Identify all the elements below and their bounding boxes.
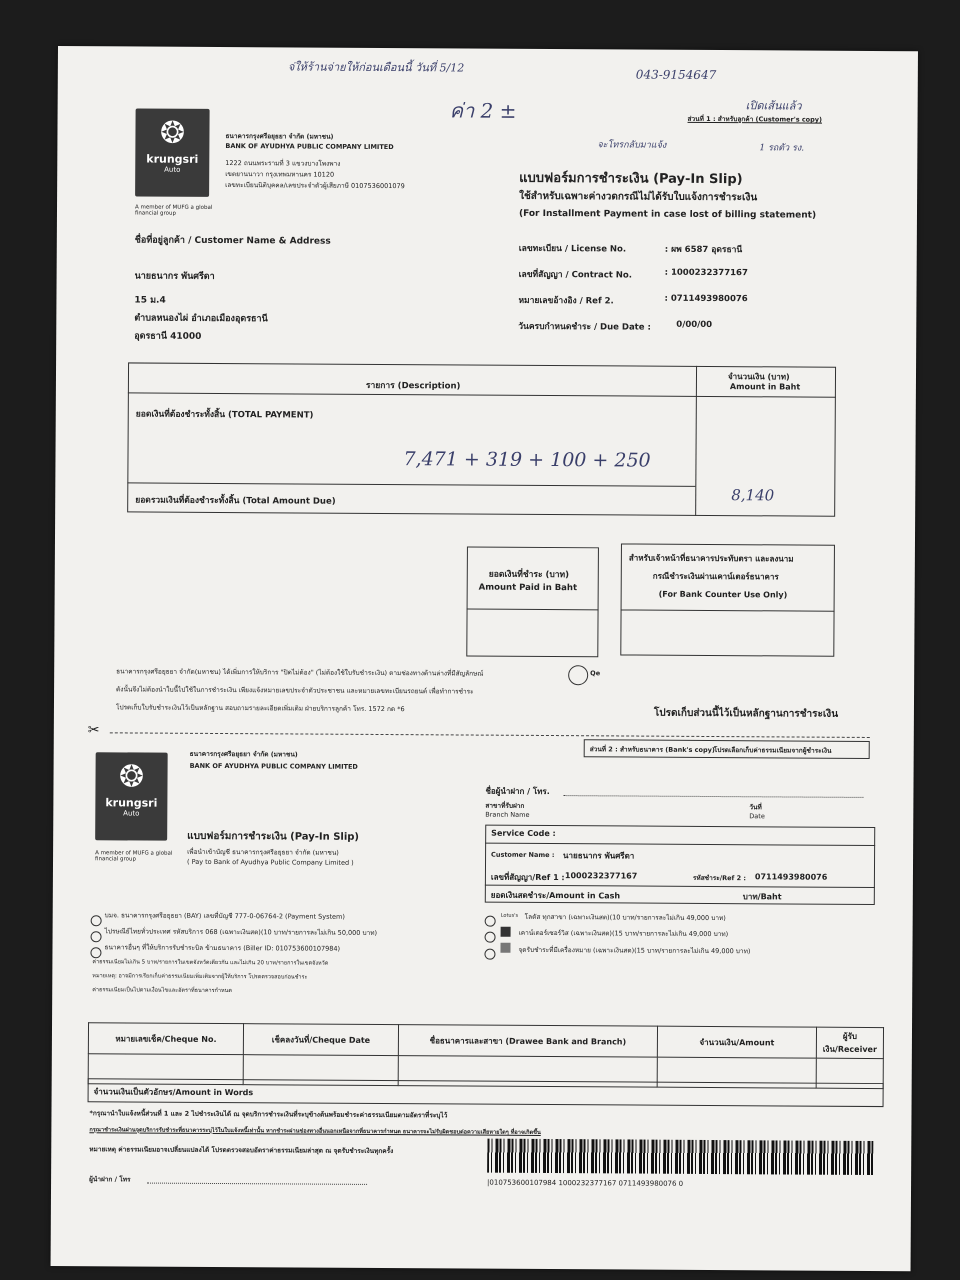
pay-in-slip-sheet [51, 46, 918, 1271]
amount-in-words-label: จำนวนเงินเป็นตัวอักษร/Amount in Words [93, 1087, 254, 1098]
krungsri-emblem-icon: ❂ [159, 115, 186, 151]
total-due-label: ยอดรวมเงินที่ต้องชำระทั้งสิ้น (Total Amount Due) [135, 495, 336, 507]
slip-title: แบบฟอร์มการชำระเงิน (Pay-In Slip) [519, 170, 743, 188]
customer-name-2: นายธนากร พันศรีดา [563, 851, 635, 861]
amount-paid-en: Amount Paid in Baht [478, 582, 578, 594]
channel-other-points-radio[interactable] [484, 949, 495, 960]
cut-line [110, 732, 870, 738]
ref1-label: เลขที่สัญญา/Ref 1 : [490, 872, 565, 883]
slip2-title: แบบฟอร์มการชำระเงิน (Pay-In Slip) [187, 830, 360, 843]
channel-other-points[interactable] [484, 944, 495, 963]
customer-name: นายธนากร พันศรีดา [134, 271, 215, 282]
part2-note: โปรดเลือกเก็บค่าธรรมเนียมจากผู้ชำระเงิน [713, 746, 832, 755]
logo-name-2: krungsri [105, 796, 158, 810]
cheque-amount-header: จำนวนเงิน/Amount [657, 1026, 816, 1058]
slip-subtitle-en: (For Installment Payment in case lost of billing statement) [518, 208, 817, 221]
slip-subtitle-th: ใช้สำหรับเฉพาะค่างวดกรณีไม่ได้รับใบแจ้งการชำระเงิน [519, 190, 758, 204]
baht-label: บาท/Baht [742, 892, 782, 902]
branch-label-en: Branch Name [485, 810, 530, 819]
amount-paid-th: ยอดเงินที่ชำระ (บาท) [488, 569, 570, 581]
handwritten-top-note: จ่ให้ร้านจ่ายให้ก่อนเดือนนี้ วันที่ 5/12 [287, 60, 465, 75]
slip2-subtitle-en: ( Pay to Bank of Ayudhya Public Company Limited ) [186, 857, 354, 867]
date-label: วันที่ [749, 803, 762, 812]
krungsri-emblem-icon: ❂ [118, 759, 145, 795]
drawee-bank-header: ชื่อธนาคารและสาขา (Drawee Bank and Branch) [398, 1025, 657, 1058]
part2-label: ส่วนที่ 2 : สำหรับธนาคาร (Bank's copy) [589, 745, 715, 755]
channel-lotus-label: โลตัส ทุกสาขา (เฉพาะเงินสด)(10 บาท/รายการละไม่เกิน 49,000 บาท) [524, 912, 726, 923]
amount-header-en: Amount in Baht [729, 382, 801, 392]
due-date-value: 0/00/00 [676, 319, 713, 331]
handwritten-opened-note: เปิดเส้นแล้ว [745, 99, 802, 113]
contract-value: : 1000232377167 [664, 267, 748, 279]
payment-point-icon [500, 943, 510, 953]
bank-name-th: ธนาคารกรุงศรีอยุธยา จำกัด (มหาชน) [225, 132, 334, 141]
channel-other-banks-label: ธนาคารอื่นๆ ที่ให้บริการรับชำระบิล ข้ามธนาคาร (Biller ID: 010753600107984) [104, 943, 341, 953]
bank-tax-id: เลขทะเบียนนิติบุคคล/เลขประจำตัวผู้เสียภาษี 0107536001079 [225, 181, 405, 191]
license-label: เลขทะเบียน / License No. [518, 243, 627, 255]
ref2-label-2: รหัสชำระ/Ref 2 : [692, 873, 747, 883]
handwritten-rs-note: 1 รถตัว รง. [759, 143, 805, 154]
customer-address-2: ตำบลหนองไผ่ อำเภอเมืองอุดรธานี [134, 313, 268, 325]
date-label-en: Date [749, 812, 765, 821]
customer-label: ชื่อที่อยู่ลูกค้า / Customer Name & Address [134, 235, 331, 247]
ref1-value: 1000232377167 [564, 871, 638, 881]
ref2-value: : 0711493980076 [664, 293, 748, 305]
channel-lotus-radio[interactable] [485, 916, 496, 927]
channel-fee-note-2: หมายเหตุ: อาจมีการเรียกเก็บค่าธรรมเนียมเพิ่มเติมจากผู้ให้บริการ โปรดตรวจสอบก่อนชำระ [92, 973, 308, 981]
total-payment-label: ยอดเงินที่ต้องชำระทั้งสิ้น (TOTAL PAYMENT) [135, 409, 314, 421]
channel-post-label: ไปรษณีย์ไทยทั่วประเทศ รหัสบริการ 068 (เฉพาะเงินสด)(10 บาท/รายการละไม่เกิน 50,000 บาท) [104, 927, 378, 937]
channel-counter-service-radio[interactable] [485, 932, 496, 943]
channel-post-radio[interactable] [91, 931, 102, 942]
footer-note-3: หมายเหตุ ค่าธรรมเนียมอาจเปลี่ยนแปลงได้ โปรดตรวจสอบอัตราค่าธรรมเนียมล่าสุด ณ จุดรับชำระเงินทุกครั้ง [89, 1145, 394, 1156]
payment-barcode [487, 1139, 873, 1175]
channel-other-banks-radio[interactable] [90, 947, 101, 958]
channel-bay-radio[interactable] [91, 915, 102, 926]
counter-service-icon [501, 927, 511, 937]
logo-name: krungsri [146, 152, 199, 166]
channel-fee-note-3: ค่าธรรมเนียมเป็นไปตามเงื่อนไขและอัตราที่ธนาคารกำหนด [92, 987, 232, 995]
handwritten-total: 8,140 [731, 486, 775, 505]
handwritten-sum: 7,471 + 319 + 100 + 250 [403, 448, 651, 472]
license-value: : ผพ 6587 อุดรธานี [664, 244, 743, 256]
barcode-text: |010753600107984 1000232377167 0711493980076 0 [487, 1178, 684, 1188]
notice-line-2: ดังนั้นจึงไม่ต้องนำใบนี้ไปใช้ในการชำระเงิน เพียงแจ้งหมายเลขประจำตัวประชาชน และหมายเลขทะเบียนรถยนต์ เพื่อทำการชำระ [116, 685, 474, 696]
bank-address-2: เขตยานนาวา กรุงเทพมหานคร 10120 [225, 170, 335, 179]
logo-sub: Auto [164, 165, 181, 174]
qe-label: Qe [590, 669, 601, 678]
handwritten-return-note: จะโทรกลับมาแจ้ง [597, 140, 667, 151]
krungsri-logo [135, 108, 210, 196]
service-code-label: Service Code : [491, 828, 556, 839]
bank-address-1: 1222 ถนนพระรามที่ 3 แขวงบางโพงพาง [225, 159, 341, 168]
due-date-label: วันครบกำหนดชำระ / Due Date : [518, 321, 651, 333]
description-header: รายการ (Description) [365, 380, 461, 392]
logo-sub-2: Auto [123, 809, 140, 818]
krungsri-logo-2 [95, 752, 168, 840]
cash-amount-label: ยอดเงินสดชำระ/Amount in Cash [490, 890, 621, 901]
keep-receipt-note: โปรดเก็บส่วนนี้ไว้เป็นหลักฐานการชำระเงิน [653, 707, 839, 720]
ref2-value-2: 0711493980076 [754, 872, 828, 882]
payer-label: ชื่อผู้นำฝาก / โทร. [485, 786, 550, 797]
bank-name-en: BANK OF AYUDHYA PUBLIC COMPANY LIMITED [225, 142, 394, 152]
receiver-header: ผู้รับเงิน/Receiver [816, 1027, 883, 1058]
amount-paid-box [466, 547, 599, 658]
ref2-label: หมายเลขอ้างอิง / Ref 2. [518, 295, 614, 307]
customer-name-label-2: Customer Name : [491, 850, 555, 860]
lotus-logo: Lotus's [500, 912, 519, 919]
depositor-label: ผู้นำฝาก / โทร [89, 1175, 131, 1184]
channel-fee-note-1: ค่าธรรมเนียมไม่เกิน 5 บาท/รายการในเขตจังหวัดเดียวกัน และไม่เกิน 20 บาท/รายการในเขตจังหวัด [92, 959, 329, 967]
branch-label: สาขาที่รับฝาก [485, 801, 525, 810]
bank-name-th-2: ธนาคารกรุงศรีอยุธยา จำกัด (มหาชน) [189, 749, 298, 759]
bank-counter-th-2: กรณีชำระเงินผ่านเคาน์เตอร์ธนาคาร [652, 571, 779, 582]
customer-address-3: อุดรธานี 41000 [134, 331, 202, 342]
channel-bay-label: บมจ. ธนาคารกรุงศรีอยุธยา (BAY) เลขที่บัญชี 777-0-06764-2 (Payment System) [104, 911, 345, 921]
bank-name-en-2: BANK OF AYUDHYA PUBLIC COMPANY LIMITED [189, 761, 358, 771]
contract-label: เลขที่สัญญา / Contract No. [518, 269, 633, 281]
qe-badge-icon [568, 665, 588, 685]
footer-note-2: กรุณาชำระเงินผ่านจุดบริการรับชำระที่ธนาคารระบุไว้ในใบแจ้งหนี้เท่านั้น หากชำระผ่านช่องทางอื่นนอกเหนือจากที่ธนาคารกำหนด ธนาคารจะไม่รับผิดชอบต่อความเสียหายใดๆ ที่อาจเกิดขึ้น [89, 1127, 541, 1136]
cheque-date-header: เช็คลงวันที่/Cheque Date [243, 1024, 398, 1056]
footer-note-1: *กรุณานำใบแจ้งหนี้ส่วนที่ 1 และ 2 ไปชำระเงินได้ ณ จุดบริการชำระเงินที่ระบุข้างต้นพร้อมชำระค่าธรรมเนียมตามอัตราที่ระบุไว้ [89, 1109, 448, 1120]
mufg-tagline-2: A member of MUFG a global financial group [95, 850, 173, 863]
amount-header-th: จำนวนเงิน (บาท) [727, 372, 790, 382]
bank-counter-th-1: สำหรับเจ้าหน้าที่ธนาคารประทับตรา และลงนาม [628, 553, 794, 564]
bank-counter-en: (For Bank Counter Use Only) [658, 589, 788, 600]
channel-counter-service-label: เคาน์เตอร์เซอร์วิส (เฉพาะเงินสด)(15 บาท/รายการละไม่เกิน 49,000 บาท) [518, 928, 729, 939]
channel-other-points-label: จุดรับชำระที่มีเครื่องหมาย (เฉพาะเงินสด)(15 บาท/รายการละไม่เกิน 49,000 บาท) [518, 945, 751, 956]
slip2-subtitle-th: เพื่อนำเข้าบัญชี ธนาคารกรุงศรีอยุธยา จำกัด (มหาชน) [187, 847, 339, 857]
cheque-no-header: หมายเลขเช็ค/Cheque No. [88, 1023, 243, 1055]
handwritten-phone: 043-9154647 [635, 67, 717, 83]
customer-address-1: 15 ม.4 [134, 295, 166, 306]
notice-line-1: ธนาคารกรุงศรีอยุธยา จำกัด(มหาชน) ได้เพิ่มการให้บริการ "ปิดไม่ต้อง" (ไม่ต้องใช้ใบรับชำระเงิน) ตามช่องทางด้านล่างที่มีสัญลักษณ์ [116, 667, 484, 678]
notice-line-3: โปรดเก็บใบรับชำระเงินไว้เป็นหลักฐาน สอบถามรายละเอียดเพิ่มเติม ฝ่ายบริการลูกค้า โทร. 1572 กด *6 [115, 703, 405, 714]
mufg-tagline: A member of MUFG a global financial group [134, 204, 213, 217]
handwritten-price-note: ค่า 2 ± [449, 98, 517, 123]
customer-copy-label: ส่วนที่ 1 : สำหรับลูกค้า (Customer's copy) [687, 114, 823, 124]
scissors-icon: ✂ [87, 722, 100, 739]
